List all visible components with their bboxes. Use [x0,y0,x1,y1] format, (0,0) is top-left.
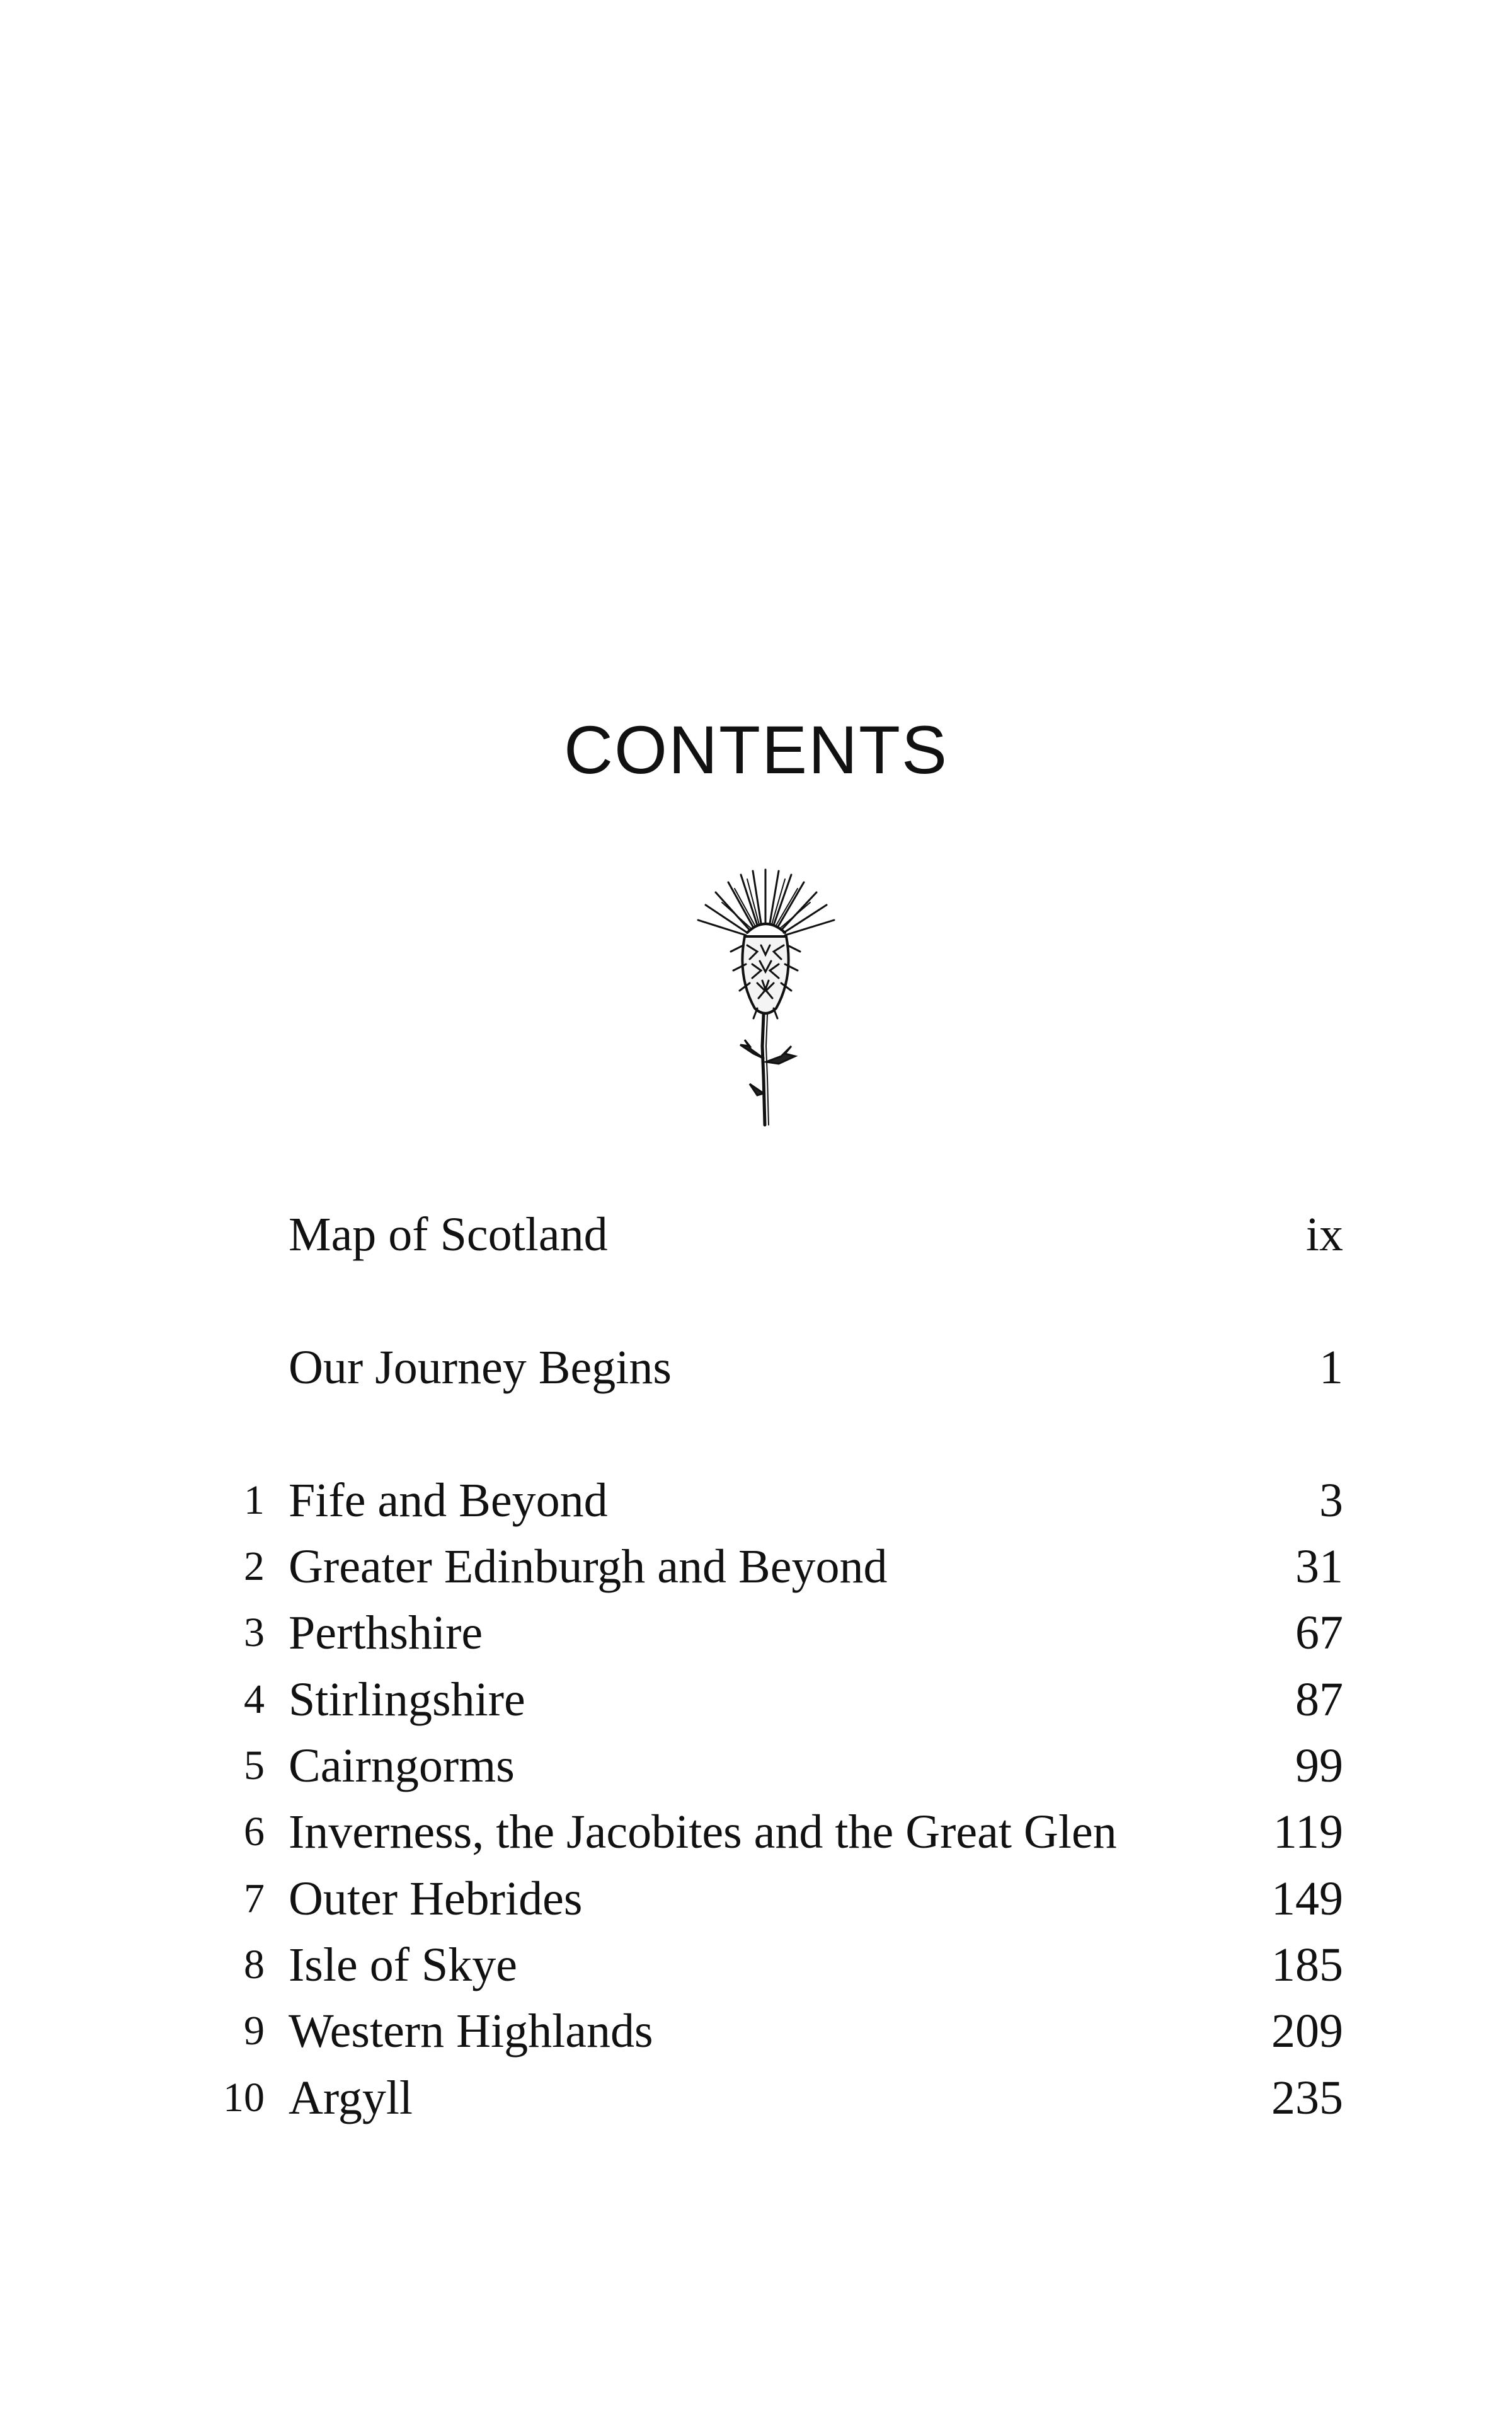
chapter-title: Fife and Beyond [289,1474,608,1527]
chapter-title: Cairngorms [289,1739,515,1792]
chapter-page: 185 [1271,1938,1343,1991]
chapter-title: Isle of Skye [289,1938,518,1991]
toc-chapter[interactable] [0,2003,1512,2059]
chapter-number: 6 [244,1809,265,1855]
chapter-number: 1 [244,1477,265,1523]
chapter-number: 3 [244,1609,265,1656]
chapter-title: Western Highlands [289,2005,653,2058]
chapter-number: 9 [244,2008,265,2054]
toc-chapter[interactable] [0,1804,1512,1860]
chapter-number: 8 [244,1942,265,1988]
toc-chapter[interactable] [0,1870,1512,1927]
chapter-number: 5 [244,1742,265,1788]
toc-chapter[interactable] [0,1538,1512,1595]
toc-chapter[interactable] [0,1472,1512,1529]
toc-chapter[interactable] [0,1737,1512,1794]
chapter-number: 10 [223,2075,265,2121]
chapter-page: 3 [1319,1474,1343,1527]
toc-entry-label: Map of Scotland [289,1208,608,1261]
chapter-title: Stirlingshire [289,1673,525,1726]
toc-chapter[interactable] [0,1937,1512,1993]
chapter-page: 67 [1295,1606,1343,1659]
chapter-title: Inverness, the Jacobites and the Great Glen [289,1805,1117,1858]
toc-entry-page: ix [1305,1208,1343,1261]
toc-chapter[interactable] [0,2070,1512,2126]
chapter-page: 209 [1271,2005,1343,2058]
chapter-title: Outer Hebrides [289,1872,583,1925]
toc-entry[interactable] [0,1206,1512,1263]
chapter-page: 235 [1271,2071,1343,2124]
chapter-page: 87 [1295,1673,1343,1726]
toc-entry-label: Our Journey Begins [289,1341,672,1394]
chapter-title: Argyll [289,2071,413,2124]
chapter-number: 7 [244,1875,265,1921]
toc-chapter[interactable] [0,1604,1512,1661]
chapter-title: Perthshire [289,1606,483,1659]
chapter-number: 2 [244,1543,265,1589]
chapter-page: 99 [1295,1739,1343,1792]
toc-entry[interactable] [0,1339,1512,1396]
chapter-number: 4 [244,1676,265,1722]
page-title: CONTENTS [564,711,948,788]
chapter-title: Greater Edinburgh and Beyond [289,1540,888,1593]
chapter-page: 149 [1271,1872,1343,1925]
chapter-page: 31 [1295,1540,1343,1593]
toc-entry-page: 1 [1319,1341,1343,1394]
chapter-page: 119 [1273,1805,1343,1858]
toc-chapter[interactable] [0,1671,1512,1728]
